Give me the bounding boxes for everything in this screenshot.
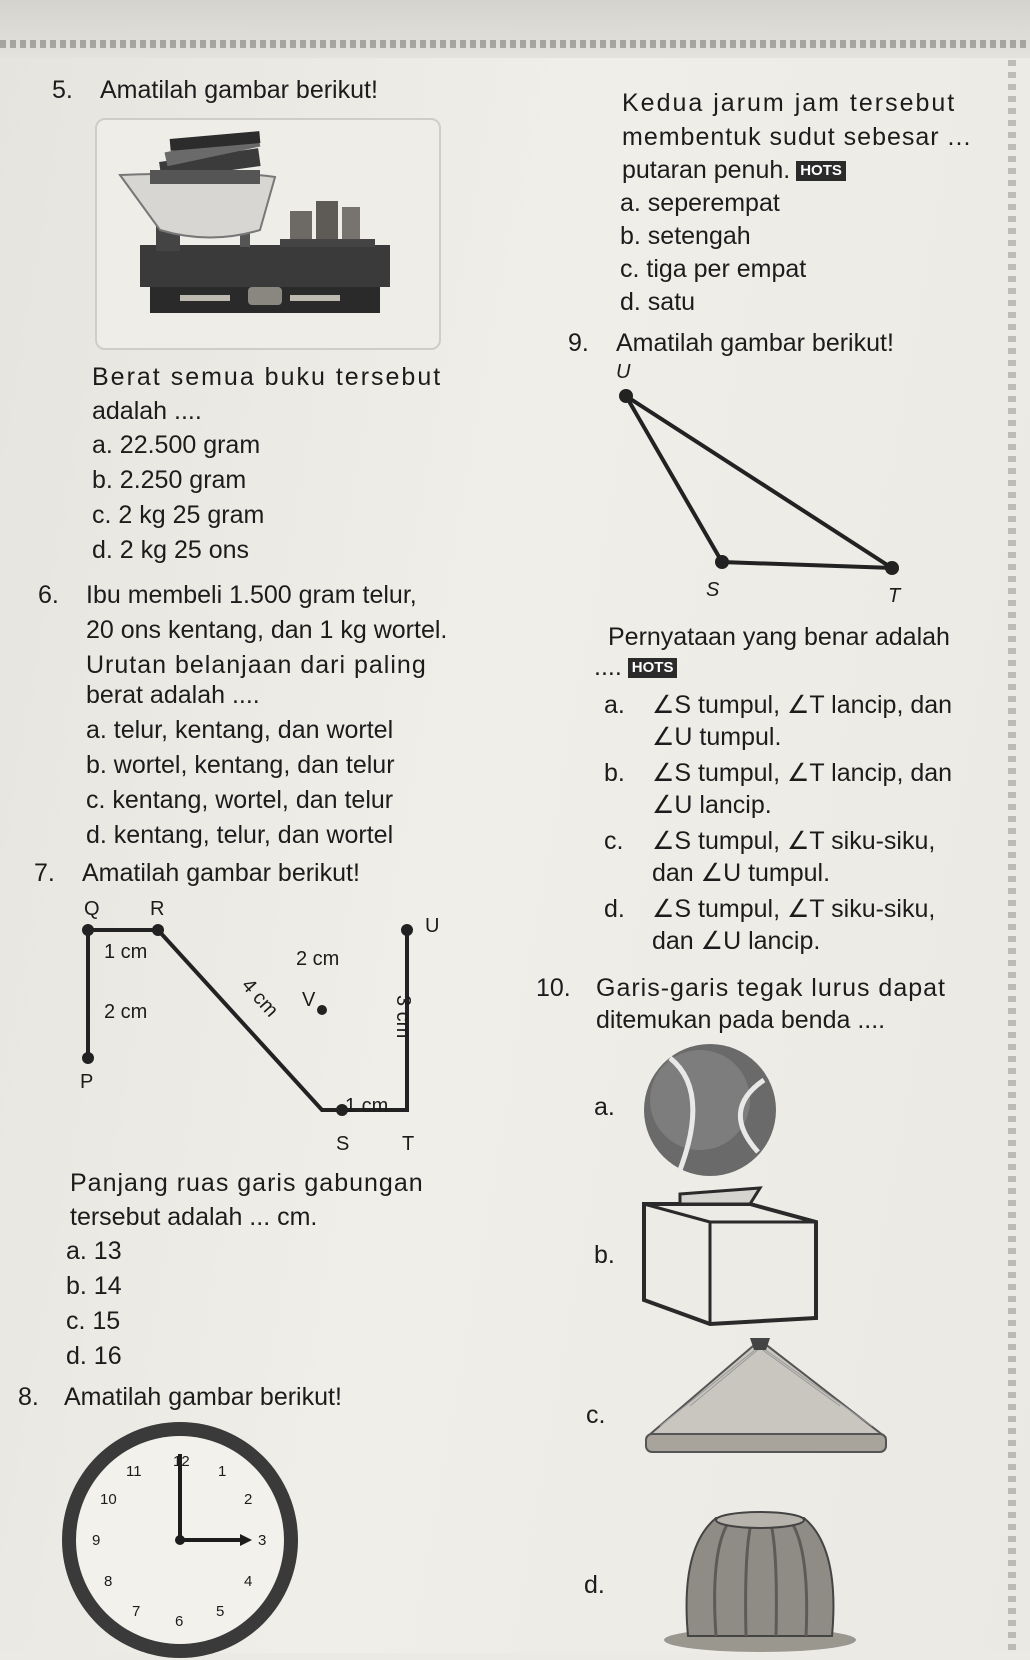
q7-question-line2: tersebut adalah ... cm. [70,1203,318,1231]
q5-option-d[interactable]: d. 2 kg 25 ons [92,536,250,564]
clock-8: 8 [104,1573,113,1590]
q8-option-d[interactable]: d. satu [620,288,696,316]
q10-option-c[interactable]: c. [586,1401,606,1429]
label-V: V [302,989,316,1011]
q9-hots-badge: HOTS [628,658,678,678]
q6-number: 6. [38,581,59,609]
q9-statement-line1: Pernyataan yang benar adalah [608,623,950,651]
conical-hat-image[interactable] [640,1336,890,1466]
q9-option-a-line2[interactable]: ∠U tumpul. [652,723,782,751]
q8-option-a[interactable]: a. seperempat [620,189,780,217]
q10-number: 10. [536,974,571,1002]
q9-prompt: Amatilah gambar berikut! [616,329,894,357]
point-T-q9 [885,561,899,575]
q9-option-d-line2[interactable]: dan ∠U lancip. [652,927,821,955]
clock-7: 7 [132,1603,141,1620]
point-U-q9 [619,389,633,403]
q9-option-d-letter[interactable]: d. [604,895,625,923]
clock-4: 4 [244,1573,253,1590]
q5-option-c[interactable]: c. 2 kg 25 gram [92,501,265,529]
q7-question-line1: Panjang ruas garis gabungan [70,1169,424,1197]
length-PQ: 2 cm [104,1001,148,1023]
q9-option-b-letter[interactable]: b. [604,759,625,787]
pudding-image[interactable] [660,1508,860,1653]
q10-line2: ditemukan pada benda .... [596,1006,886,1034]
q7-number: 7. [34,859,55,887]
clock-11: 11 [126,1463,142,1480]
clock-9: 9 [92,1532,101,1549]
length-ST: 1 cm [345,1095,389,1117]
q9-option-b-line1[interactable]: ∠S tumpul, ∠T lancip, dan [652,759,953,787]
q5-question-line2: adalah .... [92,397,202,425]
q9-statement-line2 [594,652,677,682]
q8-text-line2: membentuk sudut sebesar ... [622,123,972,151]
label-S: S [336,1133,350,1155]
q8-text-line1: Kedua jarum jam tersebut [622,89,957,117]
q6-line1: Ibu membeli 1.500 gram telur, [86,581,417,609]
q9-option-a-line1[interactable]: ∠S tumpul, ∠T lancip, dan [652,691,953,719]
length-VS: 2 cm [296,948,340,970]
q7-option-b[interactable]: b. 14 [66,1272,122,1300]
q8-number: 8. [18,1383,39,1411]
label-T-q9: T [888,585,901,607]
length-QR: 1 cm [104,941,148,963]
q9-number: 9. [568,329,589,357]
clock-1: 1 [218,1463,227,1480]
q5-option-b[interactable]: b. 2.250 gram [92,466,247,494]
clock-12: 12 [173,1453,190,1470]
q8-text-line3-label: putaran penuh. [622,156,791,184]
q5-question-line1: Berat semua buku tersebut [92,363,443,391]
tennis-ball-image[interactable] [640,1040,780,1180]
q6-option-a[interactable]: a. telur, kentang, dan wortel [86,716,394,744]
label-P: P [80,1071,94,1093]
q6-option-b[interactable]: b. wortel, kentang, dan telur [86,751,395,779]
label-U-q9: U [616,361,631,383]
length-RV: 4 cm [237,974,283,1022]
clock-10: 10 [100,1491,117,1508]
q6-line3: Urutan belanjaan dari paling [86,651,427,679]
q5-prompt: Amatilah gambar berikut! [100,76,378,104]
q5-option-a[interactable]: a. 22.500 gram [92,431,261,459]
clock-6: 6 [175,1613,184,1630]
clock-5: 5 [216,1603,225,1620]
q7-option-c[interactable]: c. 15 [66,1307,121,1335]
label-R: R [150,898,165,920]
label-Q: Q [84,898,100,920]
q8-prompt: Amatilah gambar berikut! [64,1383,342,1411]
q6-line2: 20 ons kentang, dan 1 kg wortel. [86,616,448,644]
clock-2: 2 [244,1491,253,1508]
q9-statement-line2-text: .... [594,653,622,681]
q7-option-a[interactable]: a. 13 [66,1237,122,1265]
q8-hots-badge: HOTS [796,161,846,181]
box-image[interactable] [640,1188,820,1328]
q6-option-c[interactable]: c. kentang, wortel, dan telur [86,786,394,814]
q9-option-c-letter[interactable]: c. [604,827,624,855]
length-UT: 3 cm [392,995,414,1039]
q10-option-d[interactable]: d. [584,1571,605,1599]
q10-line1: Garis-garis tegak lurus dapat [596,974,946,1002]
q6-line4: berat adalah .... [86,681,260,709]
q9-option-c-line2[interactable]: dan ∠U tumpul. [652,859,831,887]
q9-option-c-line1[interactable]: ∠S tumpul, ∠T siku-siku, [652,827,936,855]
label-S-q9: S [706,579,720,601]
q6-option-d[interactable]: d. kentang, telur, dan wortel [86,821,394,849]
q8-option-b[interactable]: b. setengah [620,222,751,250]
q10-option-a[interactable]: a. [594,1093,615,1121]
q9-option-b-line2[interactable]: ∠U lancip. [652,791,772,819]
label-T: T [402,1133,415,1155]
label-U: U [425,915,440,937]
point-S-q9 [715,555,729,569]
q9-option-d-line1[interactable]: ∠S tumpul, ∠T siku-siku, [652,895,936,923]
q7-prompt: Amatilah gambar berikut! [82,859,360,887]
q10-option-b[interactable]: b. [594,1241,615,1269]
q7-option-d[interactable]: d. 16 [66,1342,122,1370]
q8-option-c[interactable]: c. tiga per empat [620,255,807,283]
q5-number: 5. [52,76,73,104]
clock-3: 3 [258,1532,267,1549]
q9-option-a-letter[interactable]: a. [604,691,625,719]
